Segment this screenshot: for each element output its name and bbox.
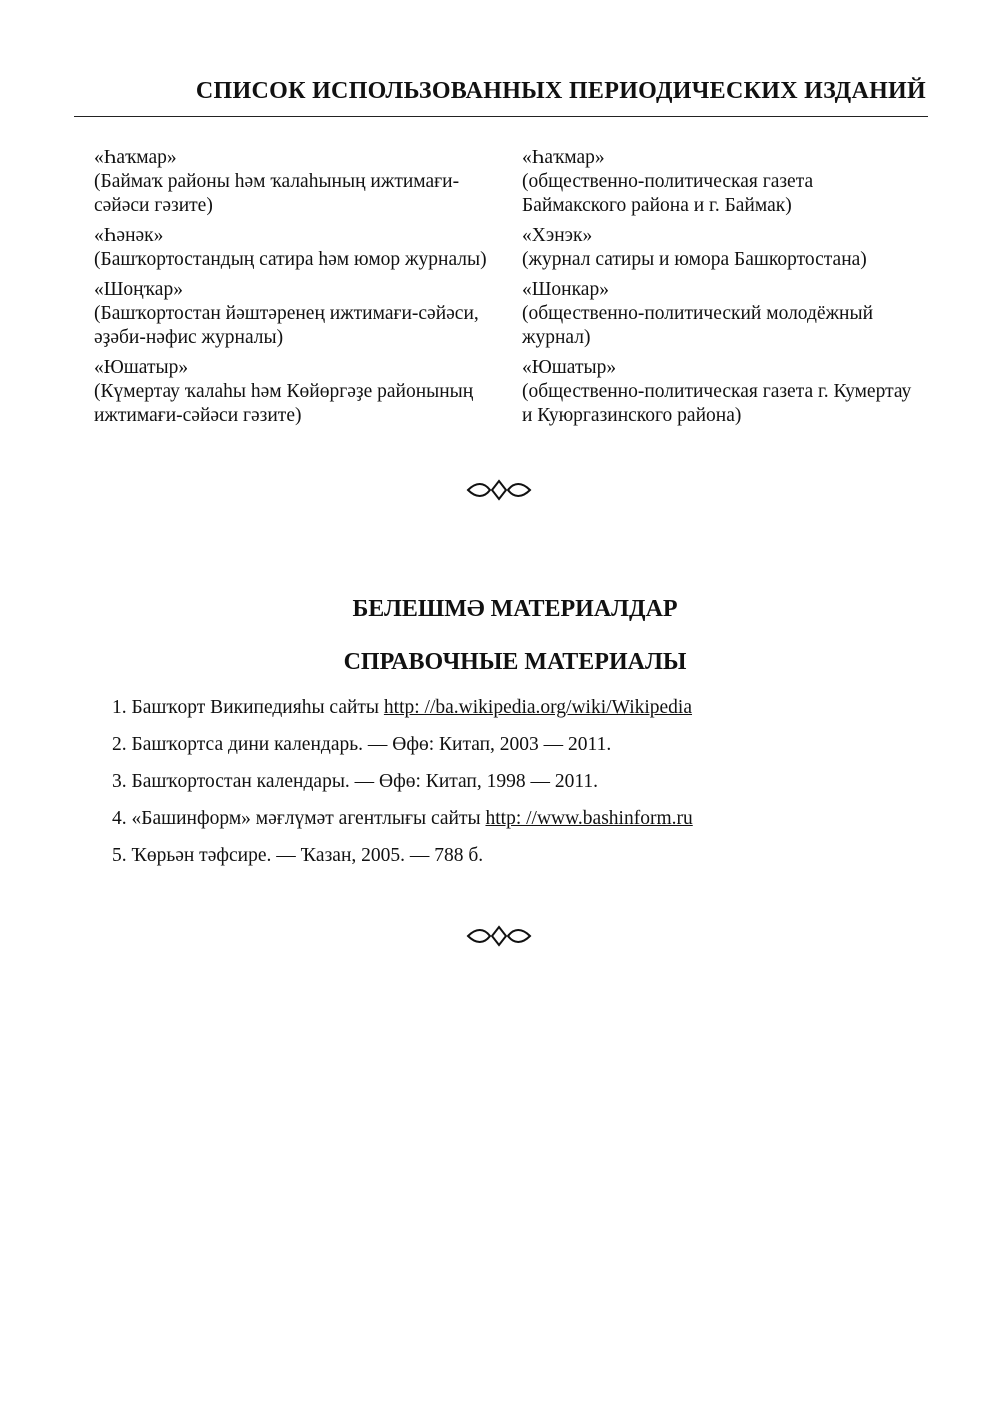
- periodical-name: «Шонкар»: [522, 279, 609, 300]
- periodical-name: «Һаҡмар»: [522, 147, 605, 168]
- periodical-description: (Башҡортостандың сатира һәм юмор журналы): [94, 249, 487, 270]
- periodical-description: (общественно-политическая газета г. Кумертау и Куюргазинского района): [522, 381, 912, 426]
- periodical-description: (общественно-политическая газета Баймакского района и г. Баймак): [522, 171, 814, 216]
- periodical-entry: [522, 146, 922, 218]
- header-rule: [74, 116, 928, 117]
- periodical-entry: [522, 356, 922, 428]
- reference-item: [112, 805, 693, 842]
- periodical-name: «Һаҡмар»: [94, 147, 177, 168]
- reference-item: [112, 768, 693, 805]
- periodical-entry: [522, 224, 922, 272]
- periodical-description: (журнал сатиры и юмора Башкортостана): [522, 249, 867, 270]
- section-title-russian: СПРАВОЧНЫЕ МАТЕРИАЛЫ: [343, 649, 687, 675]
- periodical-name: «Юшатыр»: [522, 357, 617, 378]
- reference-text: Башҡорт Википедияһы сайты: [131, 697, 384, 718]
- periodical-name: «Һәнәк»: [94, 225, 164, 246]
- periodical-description: (Баймаҡ районы һәм ҡалаһының ижтимағи-сәйәси гәзите): [94, 171, 460, 216]
- periodical-name: «Хэнэк»: [522, 225, 593, 246]
- ornament-divider-icon: [466, 479, 532, 501]
- periodical-name: «Шоңҡар»: [94, 279, 183, 300]
- periodical-description: (Күмертау ҡалаһы һәм Көйөргәҙе районының ижтимағи-сәйәси гәзите): [94, 381, 474, 426]
- section-title-bashkir: БЕЛЕШМӘ МАТЕРИАЛДАР: [352, 596, 678, 622]
- reference-number: 2.: [112, 734, 127, 755]
- reference-number: 5.: [112, 845, 127, 866]
- reference-item: [112, 731, 693, 768]
- page-header-title: СПИСОК ИСПОЛЬЗОВАННЫХ ПЕРИОДИЧЕСКИХ ИЗДАНИЙ: [195, 78, 926, 104]
- reference-text: «Башинформ» мәғлүмәт агентлығы сайты: [131, 808, 486, 829]
- reference-link[interactable]: http: //ba.wikipedia.org/wiki/Wikipedia: [383, 697, 693, 718]
- periodicals-bashkir-column: [94, 146, 494, 434]
- periodical-entry: [94, 356, 494, 428]
- reference-list: [112, 694, 693, 879]
- periodical-entry: [522, 278, 922, 350]
- periodical-entry: [94, 146, 494, 218]
- periodical-description: (общественно-политический молодёжный журнал): [522, 303, 874, 348]
- periodical-name: «Юшатыр»: [94, 357, 189, 378]
- periodical-entry: [94, 278, 494, 350]
- reference-number: 4.: [112, 808, 127, 829]
- periodicals-russian-column: [522, 146, 922, 434]
- reference-item: [112, 842, 693, 879]
- reference-number: 1.: [112, 697, 127, 718]
- periodical-description: (Башҡортостан йәштәренең ижтимағи-сәйәси, әҙәби-нәфис журналы): [94, 303, 479, 348]
- periodical-entry: [94, 224, 494, 272]
- reference-text: Башҡортостан календары. — Өфө: Китап, 1998 — 2011.: [131, 771, 598, 792]
- reference-item: [112, 694, 693, 731]
- reference-link[interactable]: http: //www.bashinform.ru: [485, 808, 693, 829]
- ornament-divider-icon: [466, 925, 532, 947]
- reference-number: 3.: [112, 771, 127, 792]
- reference-text: Башҡортса дини календарь. — Өфө: Китап, 2003 — 2011.: [131, 734, 612, 755]
- reference-text: Ҡөрьән тәфсире. — Ҡазан, 2005. — 788 б.: [131, 845, 484, 866]
